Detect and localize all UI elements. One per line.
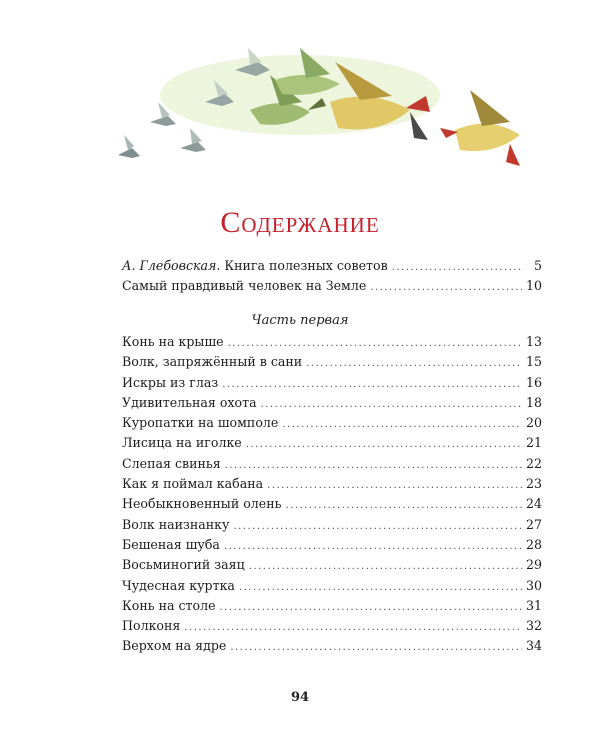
entry-title: Как я поймал кабана bbox=[122, 476, 264, 492]
entry-title: Чудесная куртка bbox=[122, 577, 235, 593]
toc-entry[interactable] bbox=[122, 636, 542, 656]
entry-title: Слепая свинья bbox=[122, 455, 221, 471]
entry-page: 20 bbox=[525, 415, 542, 431]
entry-page: 28 bbox=[525, 536, 542, 552]
leader-dots bbox=[228, 334, 522, 354]
small-bird-1 bbox=[118, 135, 140, 158]
entry-page: 29 bbox=[525, 557, 542, 573]
toc-entry[interactable] bbox=[122, 616, 542, 636]
leader-dots bbox=[261, 395, 522, 415]
entry-page: 24 bbox=[525, 496, 542, 512]
leader-dots bbox=[184, 618, 522, 638]
toc-entry[interactable] bbox=[122, 276, 542, 296]
toc-entry[interactable] bbox=[122, 256, 542, 276]
toc-entry[interactable] bbox=[122, 555, 542, 575]
entry-title: Искры из глаз bbox=[122, 374, 219, 390]
entry-page: 5 bbox=[533, 258, 542, 273]
entry-page: 31 bbox=[525, 597, 542, 613]
toc-entry[interactable] bbox=[122, 393, 542, 413]
page-number: 94 bbox=[290, 690, 310, 705]
leader-dots bbox=[282, 415, 522, 435]
entry-title: Верхом на ядре bbox=[122, 638, 227, 654]
entry-title: Удивительная охота bbox=[122, 394, 257, 410]
part-one-toc bbox=[122, 332, 542, 657]
entry-title: Полконя bbox=[122, 618, 181, 634]
entry-title: Куропатки на шомполе bbox=[122, 415, 279, 431]
entry-title: Конь на крыше bbox=[122, 334, 224, 349]
leader-dots bbox=[230, 638, 522, 658]
entry-page: 27 bbox=[525, 516, 542, 532]
entry-title: Самый правдивый человек на Земле bbox=[122, 278, 367, 294]
small-bird-3 bbox=[180, 128, 206, 152]
entry-page: 22 bbox=[525, 455, 542, 471]
entry-title: Конь на столе bbox=[122, 597, 216, 613]
toc-entry[interactable] bbox=[122, 332, 542, 352]
entry-title: Лисица на иголке bbox=[122, 435, 242, 451]
entry-page: 32 bbox=[525, 618, 542, 634]
toc-entry[interactable] bbox=[122, 373, 542, 393]
toc-entry[interactable] bbox=[122, 596, 542, 616]
leader-dots bbox=[220, 598, 522, 618]
entry-page: 34 bbox=[525, 638, 542, 654]
leader-dots bbox=[224, 537, 522, 557]
entry-title: Волк наизнанку bbox=[122, 516, 230, 532]
entry-author: А. Глебовская. bbox=[122, 258, 221, 273]
contents-heading: Содержание bbox=[220, 206, 380, 239]
entry-title: Бешеная шуба bbox=[122, 536, 220, 552]
leader-dots bbox=[306, 354, 522, 374]
flying-geese-illustration bbox=[110, 40, 550, 200]
entry-title: Необыкновенный олень bbox=[122, 496, 282, 512]
entry-page: 23 bbox=[525, 476, 542, 492]
leader-dots bbox=[392, 258, 524, 278]
leader-dots bbox=[249, 557, 522, 577]
toc-entry[interactable] bbox=[122, 576, 542, 596]
leader-dots bbox=[239, 578, 522, 598]
entry-title: Волк, запряжённый в сани bbox=[122, 354, 303, 370]
leader-dots bbox=[233, 517, 522, 537]
entry-page: 15 bbox=[525, 354, 542, 370]
toc-entry[interactable] bbox=[122, 454, 542, 474]
entry-title: Восьминогий заяц bbox=[122, 557, 245, 573]
toc-entry[interactable] bbox=[122, 413, 542, 433]
entry-title: Книга полезных советов bbox=[224, 258, 388, 273]
leader-dots bbox=[222, 375, 522, 395]
entry-page: 10 bbox=[525, 278, 542, 294]
toc-entry[interactable] bbox=[122, 535, 542, 555]
leader-dots bbox=[370, 278, 522, 298]
toc-entry[interactable] bbox=[122, 433, 542, 453]
part-one-heading: Часть первая bbox=[251, 313, 349, 328]
leader-dots bbox=[246, 435, 522, 455]
entry-page: 18 bbox=[525, 394, 542, 410]
toc-entry[interactable] bbox=[122, 474, 542, 494]
golden-goose-2 bbox=[440, 90, 520, 166]
leader-dots bbox=[267, 476, 522, 496]
entry-page: 16 bbox=[525, 374, 542, 390]
leader-dots bbox=[286, 496, 522, 516]
leader-dots bbox=[225, 456, 522, 476]
sky-wash bbox=[160, 55, 440, 135]
entry-page: 21 bbox=[525, 435, 542, 451]
toc-entry[interactable] bbox=[122, 515, 542, 535]
toc-entry[interactable] bbox=[122, 352, 542, 372]
entry-page: 13 bbox=[525, 334, 542, 349]
entry-page: 30 bbox=[525, 577, 542, 593]
toc-entry[interactable] bbox=[122, 494, 542, 514]
intro-toc bbox=[122, 256, 542, 297]
